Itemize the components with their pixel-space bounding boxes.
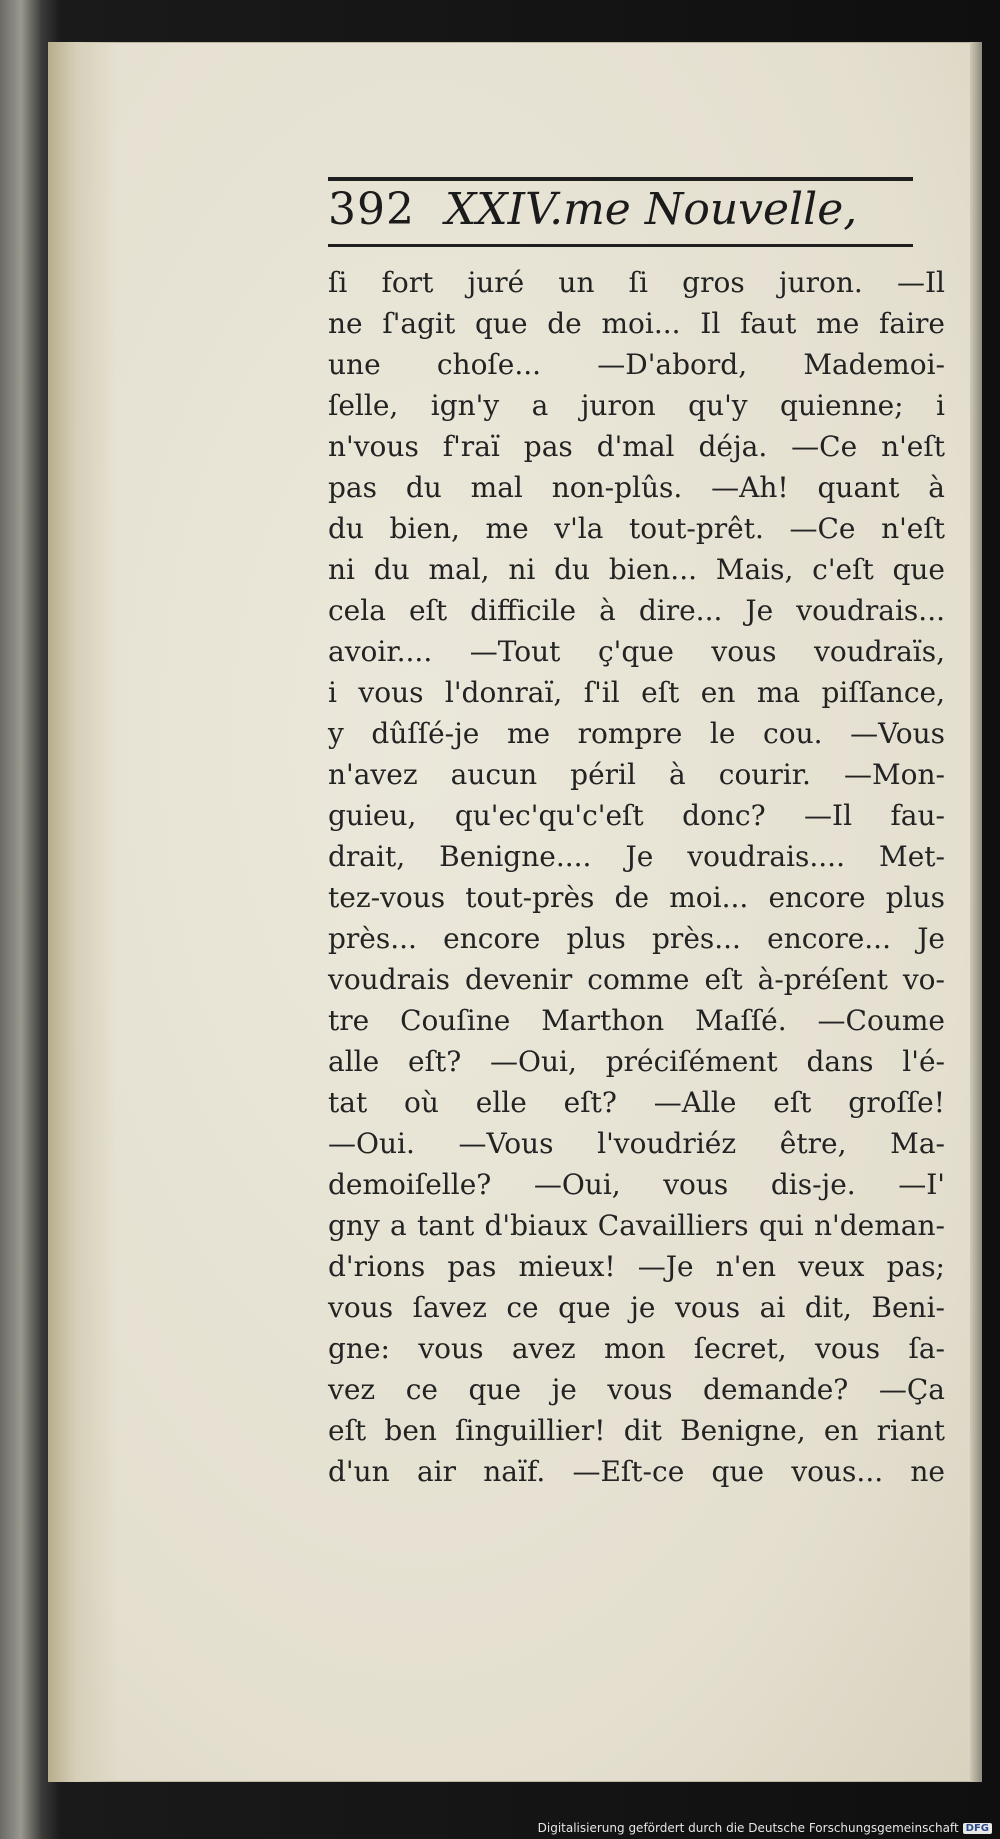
text-line: près... encore plus près... encore... Je <box>328 922 945 955</box>
text-line: demoiſelle? —Oui, vous dis-je. —I' <box>328 1168 945 1201</box>
text-line: cela eſt difficile à dire... Je voudrais... <box>328 594 945 627</box>
text-line: tre Couſine Marthon Maſſé. —Coume <box>328 1004 945 1037</box>
text-line: gny a tant d'biaux Cavailliers qui n'deman- <box>328 1209 945 1242</box>
dfg-logo: DFG <box>963 1823 992 1834</box>
body-text <box>328 262 945 1492</box>
text-line: tez-vous tout-près de moi... encore plus <box>328 881 945 914</box>
page-number: 392 <box>328 183 415 235</box>
text-line: —Oui. —Vous l'voudriéz être, Ma- <box>328 1127 945 1160</box>
text-line: gne: vous avez mon ſecret, vous ſa- <box>328 1332 945 1365</box>
text-line: alle eſt? —Oui, préciſément dans l'é- <box>328 1045 945 1078</box>
text-line: drait, Benigne.... Je voudrais.... Met- <box>328 840 945 873</box>
text-line: tat où elle eſt? —Alle eſt groſſe! <box>328 1086 945 1119</box>
text-line: vous ſavez ce que je vous ai dit, Beni- <box>328 1291 945 1324</box>
digitization-credit <box>538 1821 992 1835</box>
text-line: n'vous f'raï pas d'mal déja. —Ce n'eſt <box>328 430 945 463</box>
text-line: avoir.... —Tout ç'que vous voudraïs, <box>328 635 945 668</box>
header-rule-bottom <box>328 244 913 247</box>
text-line: voudrais devenir comme eſt à-préſent vo- <box>328 963 945 996</box>
text-line: ne ſ'agit que de moi... Il faut me faire <box>328 307 945 340</box>
text-line: pas du mal non-plûs. —Ah! quant à <box>328 471 945 504</box>
text-line: une choſe... —D'abord, Mademoi- <box>328 348 945 381</box>
running-head-title: XXIV.me Nouvelle, <box>444 183 858 235</box>
text-line: i vous l'donraï, ſ'il eſt en ma piſſance, <box>328 676 945 709</box>
text-line: ſelle, ign'y a juron qu'y quienne; i <box>328 389 945 422</box>
text-line: d'rions pas mieux! —Je n'en veux pas; <box>328 1250 945 1283</box>
credit-text: Digitalisierung gefördert durch die Deutsche Forschungsgemeinschaft <box>537 1821 959 1835</box>
running-head <box>328 178 913 240</box>
text-line: guieu, qu'ec'qu'c'eſt donc? —Il fau- <box>328 799 945 832</box>
text-line: ſi fort juré un ſi gros juron. —Il <box>328 266 945 299</box>
page-gutter-shadow <box>48 42 118 1782</box>
text-line: eſt ben ſinguillier! dit Benigne, en riant <box>328 1414 945 1447</box>
text-line: vez ce que je vous demande? —Ça <box>328 1373 945 1406</box>
page-fore-edge <box>970 42 982 1782</box>
text-line: y dûſſé-je me rompre le cou. —Vous <box>328 717 945 750</box>
text-line: ni du mal, ni du bien... Mais, c'eſt que <box>328 553 945 586</box>
text-line: d'un air naïf. —Eſt-ce que vous... ne <box>328 1455 945 1488</box>
text-line: n'avez aucun péril à courir. —Mon- <box>328 758 945 791</box>
text-line: du bien, me v'la tout-prêt. —Ce n'eſt <box>328 512 945 545</box>
